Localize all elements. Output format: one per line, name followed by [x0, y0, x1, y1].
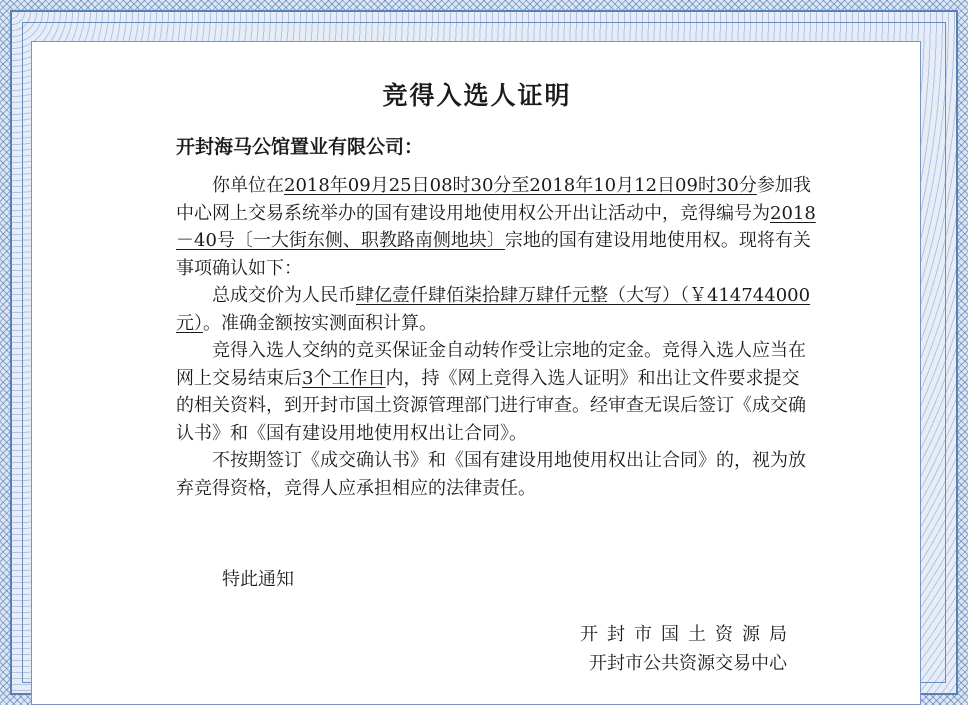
p2-pre: 总成交价为人民币	[212, 285, 356, 306]
total-price: 肆亿壹仟肆佰柒拾肆万肆仟元整（大写）（￥414744000元）	[176, 285, 811, 334]
document-title: 竞得入选人证明	[382, 81, 572, 110]
paragraph-4: 不按期签订《成交确认书》和《国有建设用地使用权出让合同》的，视为放弃竞得资格，竞得人应承担相应的法律责任。	[176, 450, 806, 499]
paragraph-3	[176, 337, 816, 447]
notice-line: 特此通知	[222, 569, 294, 590]
paragraph-2	[176, 282, 816, 337]
document-paper	[31, 41, 921, 705]
lot-number: 2018－40号〔一大街东侧、职教路南侧地块〕	[176, 202, 816, 251]
p1-post: 宗地的国有建设用地使用权。现将有关事项确认如下：	[176, 230, 811, 279]
paragraph-1	[176, 172, 816, 282]
auction-period: 2018年09月25日08时30分至2018年10月12日09时30分	[284, 175, 757, 196]
signatory-land-bureau: 开封市国土资源局	[580, 624, 796, 645]
p1-pre: 你单位在	[212, 175, 284, 196]
signatory-trading-center: 开封市公共资源交易中心	[589, 653, 787, 674]
addressee: 开封海马公馆置业有限公司：	[176, 136, 424, 158]
p2-post: 。准确金额按实测面积计算。	[203, 312, 437, 334]
deadline-days: 3个工作日	[302, 367, 386, 389]
p3-post: 内，持《网上竞得入选人证明》和出让文件要求提交的相关资料，到开封市国土资源管理部门进行审查。经审查无误后签订《成交确认书》和《国有建设用地使用权出让合同》。	[176, 367, 806, 444]
p1-mid: 参加我中心网上交易系统举办的国有建设用地使用权公开出让活动中，竞得编号为	[176, 175, 811, 224]
document-body	[176, 172, 816, 502]
document-content	[32, 42, 922, 706]
p3-pre: 竞得入选人交纳的竞买保证金自动转作受让宗地的定金。竞得入选人应当在网上交易结束后	[176, 340, 806, 389]
